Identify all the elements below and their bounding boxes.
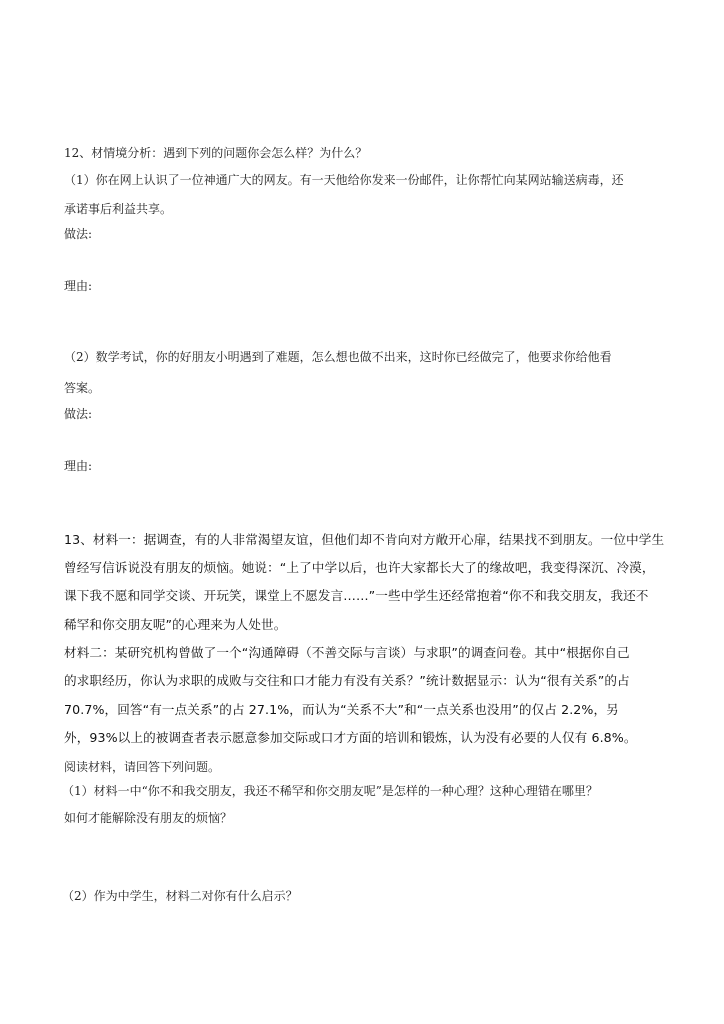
q13-material2-line4: 外，93%以上的被调查者表示愿意参加交际或口才方面的培训和锻炼，认为没有必要的人仅有 6.8%。: [64, 730, 637, 745]
q13-material1-line4: 稀罕和你交朋友呢”的心理来为人处世。: [64, 617, 287, 632]
q13-sub1-line1: （1）材料一中“你不和我交朋友，我还不稀罕和你交朋友呢”是怎样的一种心理？这种心理错在哪里？: [62, 784, 598, 798]
q12-title: 12、材情境分析：遇到下列的问题你会怎么样？为什么？: [64, 146, 368, 160]
q13-sub1-line2: 如何才能解除没有朋友的烦恼？: [64, 811, 233, 825]
q13-material1-line1: 13、材料一：据调查，有的人非常渴望友谊，但他们却不肯向对方敞开心扉，结果找不到朋友。一位中学生: [64, 532, 665, 547]
q13-material2-line2: 的求职经历，你认为求职的成败与交往和口才能力有没有关系？”统计数据显示：认为“很有关系”的占: [64, 673, 630, 688]
q12-part2-line2: 答案。: [64, 381, 101, 395]
q13-sub2: （2）作为中学生，材料二对你有什么启示？: [62, 889, 298, 903]
q12-part2-action-label: 做法:: [64, 407, 93, 421]
q12-part2-reason-label: 理由:: [64, 459, 93, 473]
q13-material1-line2: 曾经写信诉说没有朋友的烦恼。她说：“上了中学以后，也许大家都长大了的缘故吧，我变得深沉、冷漠，: [64, 560, 655, 575]
q13-instruction: 阅读材料，请回答下列问题。: [64, 760, 221, 774]
q12-part1-action-label: 做法:: [64, 227, 93, 241]
q13-material2-line3: 70.7%，回答“有一点关系”的占 27.1%，而认为“关系不大”和“一点关系也没用”的仅占 2.2%，另: [64, 702, 619, 717]
q12-part1-line2: 承诺事后利益共享。: [64, 202, 173, 216]
q12-part1-line1: （1）你在网上认识了一位神通广大的网友。有一天他给你发来一份邮件，让你帮忙向某网站输送病毒，还: [64, 173, 624, 187]
q13-material1-line3: 课下我不愿和同学交谈、开玩笑，课堂上不愿发言……”一些中学生还经常抱着“你不和我交朋友，我还不: [64, 588, 649, 603]
q13-material2-line1: 材料二：某研究机构曾做了一个“沟通障碍（不善交际与言谈）与求职”的调查问卷。其中“根据你自己: [64, 645, 630, 660]
q12-part2-line1: （2）数学考试，你的好朋友小明遇到了难题，怎么想也做不出来，这时你已经做完了，他要求你给他看: [64, 350, 612, 364]
q12-part1-reason-label: 理由:: [64, 279, 93, 293]
